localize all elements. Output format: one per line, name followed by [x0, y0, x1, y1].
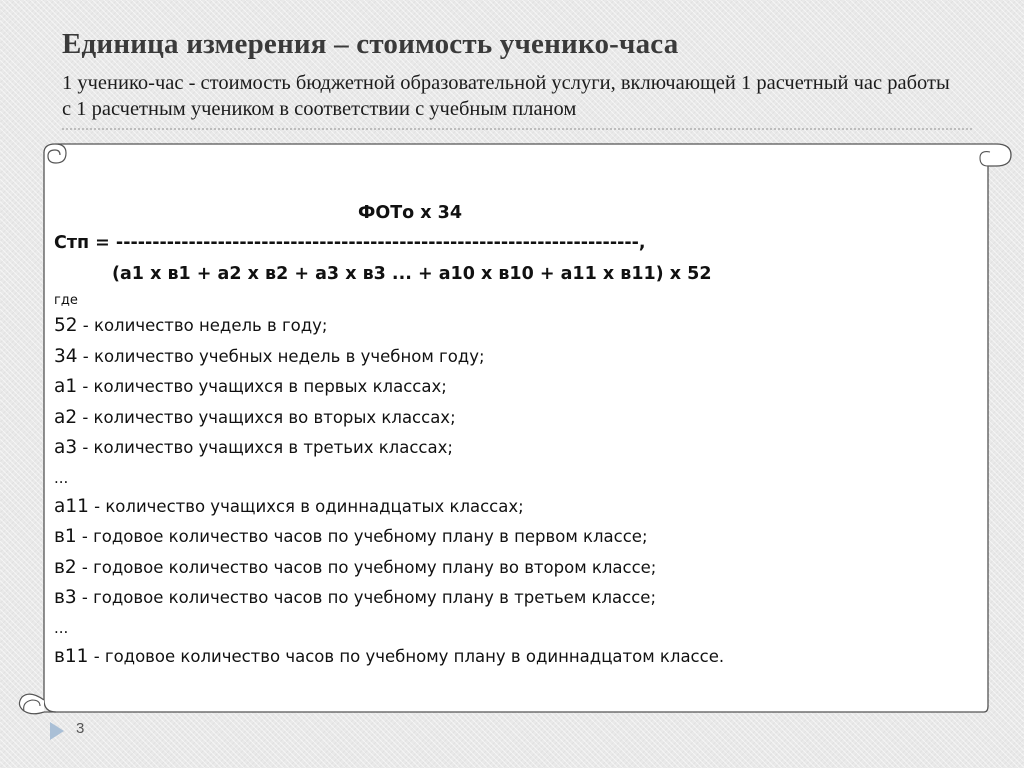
definition-symbol: 34: [54, 345, 78, 367]
definition-symbol: в3: [54, 587, 77, 608]
formula-block: [54, 198, 974, 672]
slide-subtitle: 1 ученико-час - стоимость бюджетной образовательной услуги, включающей 1 расчетный час работы с 1 расчетным учеником в соответствии с учебным планом: [62, 72, 950, 120]
definition-symbol: а11: [54, 495, 89, 517]
definition-text: - годовое количество часов по учебному плану в одиннадцатом классе.: [88, 646, 725, 666]
definition-item: [54, 553, 974, 584]
definition-text: - количество учебных недель в учебном году;: [77, 346, 485, 366]
definition-symbol: а3: [54, 437, 78, 458]
definition-item: [54, 311, 974, 342]
definition-text: - годовое количество часов по учебному плану в третьем классе;: [76, 588, 657, 607]
definition-symbol: а2: [54, 406, 78, 428]
definition-text: - количество учащихся в третьих классах;: [77, 438, 453, 457]
definition-symbol: в2: [54, 556, 77, 578]
ellipsis: ...: [54, 618, 69, 637]
definition-item: [54, 522, 974, 553]
definition-symbol: в11: [54, 645, 89, 667]
formula-numerator: ФОТо х 34: [358, 203, 463, 223]
formula-denominator: (а1 х в1 + а2 х в2 + а3 х в3 ... + а10 х в10 + а11 х в11) х 52: [112, 264, 712, 284]
definition-symbol: а1: [54, 376, 78, 397]
definition-item: [54, 342, 974, 373]
definition-item: [54, 372, 974, 403]
definition-text: - количество учащихся в одиннадцатых классах;: [88, 496, 524, 516]
slide-title: Единица измерения – стоимость ученико-часа: [62, 28, 679, 60]
definition-text: - годовое количество часов по учебному плану во втором классе;: [76, 557, 657, 577]
definition-text: - количество учащихся во вторых классах;: [77, 407, 456, 427]
definition-item: [54, 403, 974, 434]
where-label: где: [54, 293, 78, 308]
definition-text: - годовое количество часов по учебному плану в первом классе;: [76, 527, 648, 546]
definition-symbol: 52: [54, 315, 78, 336]
definition-item: [54, 492, 974, 523]
definition-text: - количество учащихся в первых классах;: [77, 377, 447, 396]
page-arrow-icon: [50, 722, 64, 740]
definition-symbol: в1: [54, 526, 77, 547]
formula-line: Стп = ------------------------------------------------------------------------,: [54, 233, 646, 253]
page-number: 3: [76, 720, 85, 737]
definition-item: [54, 433, 974, 464]
definition-text: - количество недель в году;: [77, 316, 328, 335]
definition-item: [54, 642, 974, 673]
ellipsis: ...: [54, 468, 69, 487]
definition-item: [54, 583, 974, 614]
